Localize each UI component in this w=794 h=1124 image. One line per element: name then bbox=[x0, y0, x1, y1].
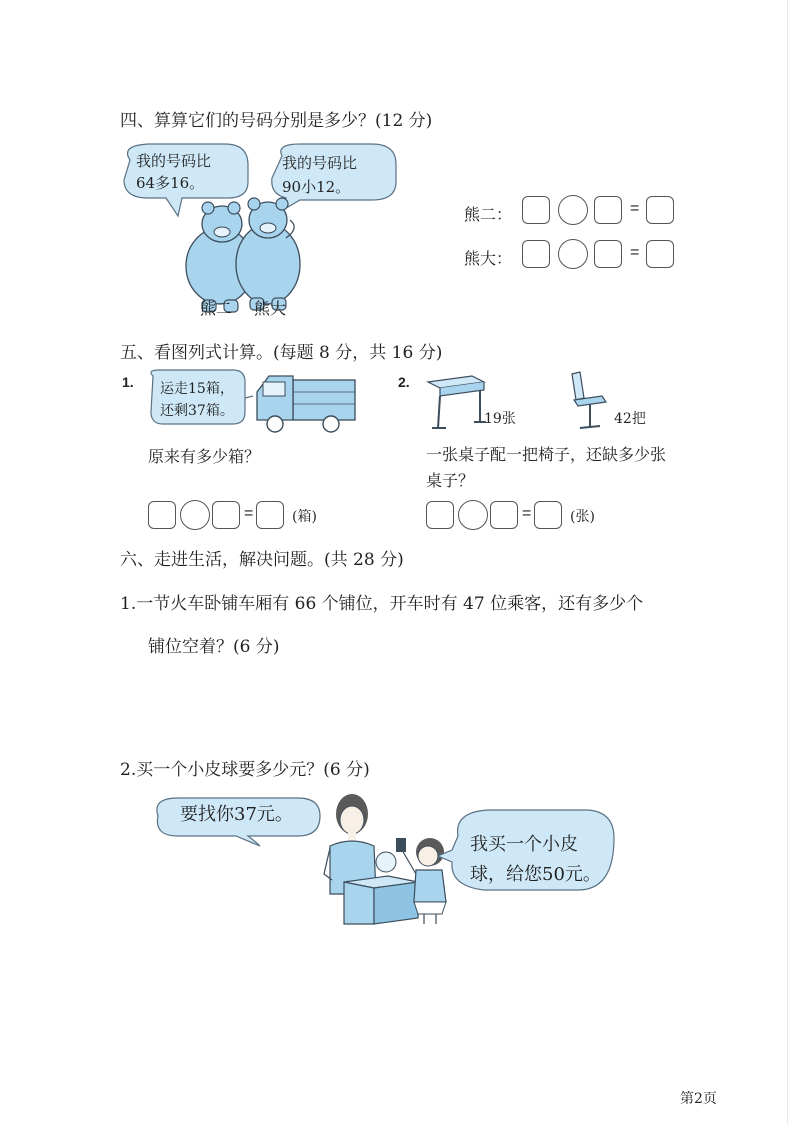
shop-bubble-right-line1: 我买一个小皮 bbox=[470, 834, 578, 855]
q1-question: 原来有多少箱？ bbox=[148, 447, 261, 466]
equals-sign: = bbox=[244, 505, 254, 522]
chair-icon bbox=[572, 372, 606, 428]
shop-bubble-left: 要找你37元。 bbox=[180, 804, 293, 825]
q1-bubble-line1: 运走15箱， bbox=[160, 381, 234, 397]
section4-title: 四、算算它们的号码分别是多少？(12 分) bbox=[120, 111, 433, 131]
operator-circle[interactable] bbox=[180, 500, 210, 530]
result-box[interactable] bbox=[646, 240, 674, 268]
answer-box[interactable] bbox=[522, 240, 550, 268]
answer-box[interactable] bbox=[522, 196, 550, 224]
bear-xiong-da bbox=[236, 198, 300, 310]
q1-bubble-line2: 还剩37箱。 bbox=[160, 403, 234, 419]
row-label-xiong-da: 熊大： bbox=[464, 249, 513, 268]
answer-box[interactable] bbox=[426, 501, 454, 529]
operator-circle[interactable] bbox=[558, 195, 588, 225]
answer-box[interactable] bbox=[212, 501, 240, 529]
operator-circle[interactable] bbox=[558, 239, 588, 269]
chair-count: 42把 bbox=[614, 411, 646, 427]
answer-box[interactable] bbox=[148, 501, 176, 529]
row-label-xiong-er: 熊二： bbox=[464, 205, 513, 224]
desk-icon bbox=[428, 376, 486, 428]
equals-sign: = bbox=[522, 505, 532, 522]
q2-unit: (张) bbox=[570, 509, 595, 525]
equals-sign: = bbox=[630, 200, 640, 217]
desk-count: 19张 bbox=[484, 411, 516, 427]
bear-label-xiong-er: 熊二 bbox=[200, 299, 233, 318]
shop-bubble-right-line2: 球，给您50元。 bbox=[470, 864, 601, 885]
result-box[interactable] bbox=[646, 196, 674, 224]
section6-q2: 2.买一个小皮球要多少元？(6 分) bbox=[120, 760, 370, 780]
bubble-right-line2: 90小12。 bbox=[282, 178, 351, 196]
answer-box[interactable] bbox=[490, 501, 518, 529]
q1-unit: (箱) bbox=[292, 509, 317, 525]
q2-number: 2. bbox=[398, 374, 410, 390]
bear-label-xiong-da: 熊大 bbox=[254, 299, 287, 318]
q1-number: 1. bbox=[122, 374, 134, 390]
answer-box[interactable] bbox=[594, 240, 622, 268]
result-box[interactable] bbox=[534, 501, 562, 529]
section5-title: 五、看图列式计算。(每题 8 分，共 16 分) bbox=[120, 343, 443, 363]
bubble-left-line1: 我的号码比 bbox=[136, 152, 212, 170]
answer-box[interactable] bbox=[594, 196, 622, 224]
page-edge-line bbox=[787, 0, 788, 1124]
q2-question-line2: 桌子？ bbox=[426, 471, 475, 490]
desk-chair-illustration bbox=[420, 368, 620, 438]
section6-q1-line2: 铺位空着？(6 分) bbox=[148, 637, 280, 657]
section6-title: 六、走进生活，解决问题。(共 28 分) bbox=[120, 550, 404, 570]
equals-sign: = bbox=[630, 244, 640, 261]
result-box[interactable] bbox=[256, 501, 284, 529]
page-number: 第2页 bbox=[680, 1091, 717, 1107]
bubble-left-line2: 64多16。 bbox=[136, 174, 205, 192]
q2-question-line1: 一张桌子配一把椅子，还缺多少张 bbox=[426, 445, 667, 464]
bubble-right-line1: 我的号码比 bbox=[282, 154, 358, 172]
operator-circle[interactable] bbox=[458, 500, 488, 530]
section6-q1-line1: 1.一节火车卧铺车厢有 66 个铺位，开车时有 47 位乘客，还有多少个 bbox=[120, 594, 644, 614]
